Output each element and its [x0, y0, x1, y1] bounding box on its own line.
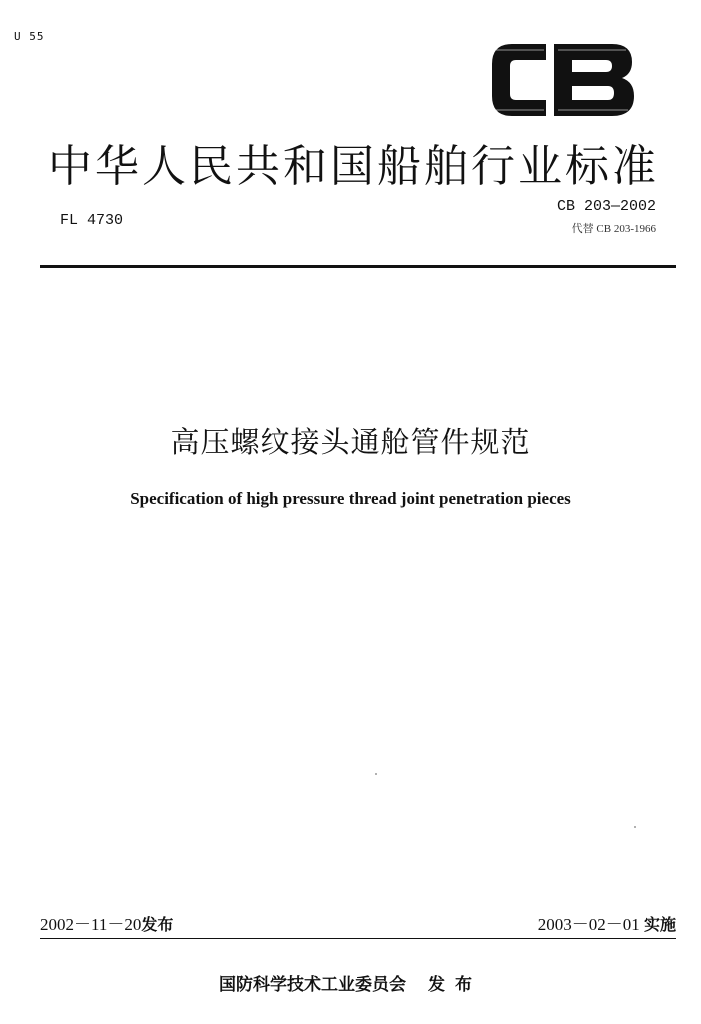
implementation-date-value: 2003－02－01 [537, 915, 640, 934]
corner-code: U 55 [14, 30, 45, 43]
issue-date-value: 2002－11－20 [40, 915, 142, 934]
standard-category-title: 中华人民共和国船舶行业标准 [48, 141, 659, 192]
implementation-date-label: 实施 [643, 915, 676, 934]
publisher-name: 国防科学技术工业委员会 [219, 975, 406, 995]
publish-label: 发布 [428, 975, 482, 995]
classification-code: FL 4730 [60, 212, 124, 229]
cb-logo [488, 40, 636, 120]
implementation-date [538, 910, 676, 935]
issue-date-label: 发布 [141, 915, 174, 934]
replaces-standard: 代替 CB 203-1966 [571, 223, 656, 235]
publisher-line [0, 970, 701, 995]
standard-number: CB 203—2002 [556, 198, 656, 215]
scan-speck [375, 773, 377, 775]
document-title-cn: 高压螺纹接头通舱管件规范 [170, 425, 531, 459]
issue-date [40, 910, 173, 935]
header-divider [40, 265, 676, 268]
scan-speck [634, 826, 636, 828]
footer-divider [40, 938, 676, 939]
document-title-en: Specification of high pressure thread joint penetration pieces [130, 489, 571, 508]
